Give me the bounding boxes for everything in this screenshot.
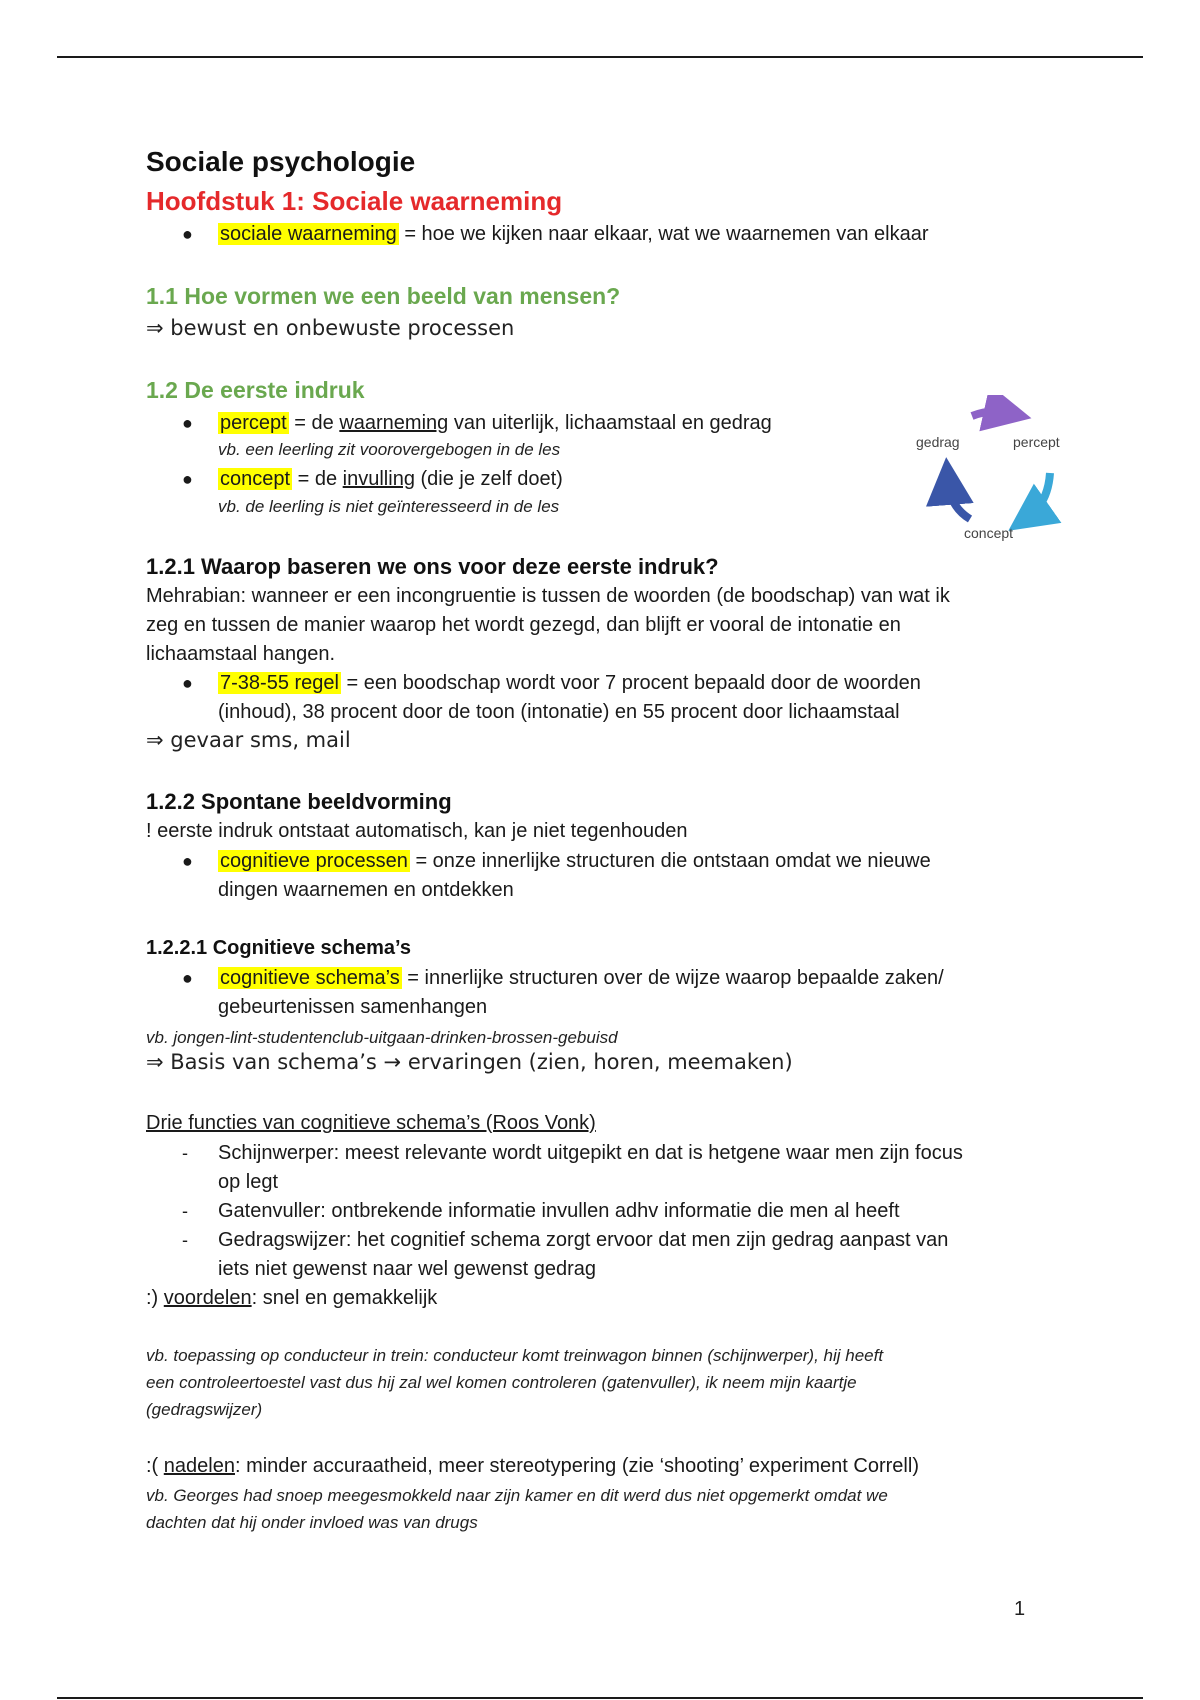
percept-example: vb. een leerling zit voorovergebogen in de les [218, 440, 561, 459]
text: Gatenvuller: ontbrekende informatie invullen adhv informatie die men al heeft [218, 1200, 900, 1222]
conductor-example-line-1: vb. toepassing op conducteur in trein: conducteur komt treinwagon binnen (schijnwerper), hij heeft [146, 1346, 884, 1365]
bullet-icon: ● [182, 469, 193, 489]
text: Schijnwerper: meest relevante wordt uitgepikt en dat is hetgene waar men zijn focus [218, 1142, 963, 1164]
section-heading-1-2-2: 1.2.2 Spontane beeldvorming [146, 789, 452, 814]
dash-marker: - [182, 1201, 188, 1221]
term-highlight: 7-38-55 regel [220, 672, 339, 694]
rule-continuation: (inhoud), 38 procent door de toon (intonatie) en 55 procent door lichaamstaal [218, 701, 900, 723]
term-highlight: percept [220, 412, 287, 434]
concept-example: vb. de leerling is niet geïnteresseerd in de les [218, 497, 560, 516]
text: : minder accuraatheid, meer stereotypering (zie ‘shooting’ experiment Correll) [234, 1455, 919, 1477]
text: = de [288, 412, 340, 434]
underlined-text: voordelen [163, 1287, 252, 1309]
top-rule [57, 56, 1143, 58]
text: van uiterlijk, lichaamstaal en gedrag [448, 412, 772, 434]
danger-line: ⇒ gevaar sms, mail [146, 728, 351, 752]
bullet-icon: ● [182, 413, 193, 433]
bullet-icon: ● [182, 673, 193, 693]
advantages-line [146, 1284, 437, 1313]
text: = innerlijke structuren over de wijze waarop bepaalde zaken/ [401, 967, 944, 989]
section-heading-1-2-2-1: 1.2.2.1 Cognitieve schema’s [146, 937, 411, 959]
text: = onze innerlijke structuren die ontstaan omdat we nieuwe [409, 850, 931, 872]
label-gedrag: gedrag [916, 434, 960, 450]
disadvantages-line [146, 1452, 919, 1481]
term-highlight: cognitieve schema’s [220, 967, 400, 989]
function-item-continuation: op legt [218, 1171, 279, 1193]
smiley: :) [146, 1287, 164, 1309]
georges-example-line-1: vb. Georges had snoep meegesmokkeld naar zijn kamer en dit werd dus niet opgemerkt omdat we [146, 1486, 888, 1505]
georges-example-line-2: dachten dat hij onder invloed was van drugs [146, 1513, 478, 1532]
bullet-icon: ● [182, 851, 193, 871]
section-heading-1-2-1: 1.2.1 Waarop baseren we ons voor deze eerste indruk? [146, 554, 719, 579]
dash-marker: - [182, 1143, 188, 1163]
spontaneous-text: ! eerste indruk ontstaat automatisch, kan je niet tegenhouden [146, 820, 688, 842]
mehrabian-line-1: Mehrabian: wanneer er een incongruentie is tussen de woorden (de boodschap) van wat ik [146, 585, 950, 607]
dash-marker: - [182, 1230, 188, 1250]
underlined-text: invulling [342, 468, 415, 490]
bullet-icon: ● [182, 968, 193, 988]
section-heading-1-1: 1.1 Hoe vormen we een beeld van mensen? [146, 283, 621, 309]
function-item-continuation: iets niet gewenst naar wel gewenst gedrag [218, 1258, 597, 1280]
arrow-concept-to-gedrag [948, 481, 970, 519]
conductor-example-line-3: (gedragswijzer) [146, 1400, 263, 1419]
schemas-example: vb. jongen-lint-studentenclub-uitgaan-drinken-brossen-gebuisd [146, 1028, 618, 1047]
chapter-heading: Hoofdstuk 1: Sociale waarneming [146, 186, 563, 216]
label-concept: concept [964, 525, 1014, 541]
frown: :( [146, 1455, 164, 1477]
functions-title: Drie functies van cognitieve schema’s (Roos Vonk) [146, 1112, 596, 1134]
mehrabian-line-3: lichaamstaal hangen. [146, 643, 336, 665]
arrow-percept-to-concept [1028, 473, 1050, 517]
processes-continuation: dingen waarnemen en ontdekken [218, 879, 514, 901]
section-heading-1-2: 1.2 De eerste indruk [146, 377, 365, 403]
bullet-icon: ● [182, 224, 193, 244]
section-1-1-text: ⇒ bewust en onbewuste processen [146, 316, 515, 340]
term-highlight: sociale waarneming [220, 223, 397, 245]
arrow-gedrag-to-percept [972, 412, 1008, 416]
term-highlight: cognitieve processen [220, 850, 408, 872]
page-number: 1 [1014, 1598, 1026, 1620]
underlined-text: nadelen [163, 1455, 235, 1477]
term-highlight: concept [220, 468, 291, 490]
bottom-rule [57, 1697, 1143, 1699]
text: = een boodschap wordt voor 7 procent bepaald door de woorden [340, 672, 921, 694]
text: = de [292, 468, 343, 490]
conductor-example-line-2: een controleertoestel vast dus hij zal wel komen controleren (gatenvuller), ik neem mijn kaartje [146, 1373, 857, 1392]
text: : snel en gemakkelijk [251, 1287, 438, 1309]
text: (die je zelf doet) [414, 468, 563, 490]
text: Gedragswijzer: het cognitief schema zorgt ervoor dat men zijn gedrag aanpast van [218, 1229, 949, 1251]
mehrabian-line-2: zeg en tussen de manier waarop het wordt gezegd, dan blijft er vooral de intonatie en [146, 614, 901, 636]
schemas-continuation: gebeurtenissen samenhangen [218, 996, 488, 1018]
label-percept: percept [1013, 434, 1060, 450]
perception-cycle-diagram [910, 395, 1080, 545]
underlined-text: waarneming [339, 412, 449, 434]
basis-line: ⇒ Basis van schema’s → ervaringen (zien, horen, meemaken) [146, 1050, 793, 1074]
definition: = hoe we kijken naar elkaar, wat we waarnemen van elkaar [398, 223, 929, 245]
page-title: Sociale psychologie [146, 146, 416, 177]
